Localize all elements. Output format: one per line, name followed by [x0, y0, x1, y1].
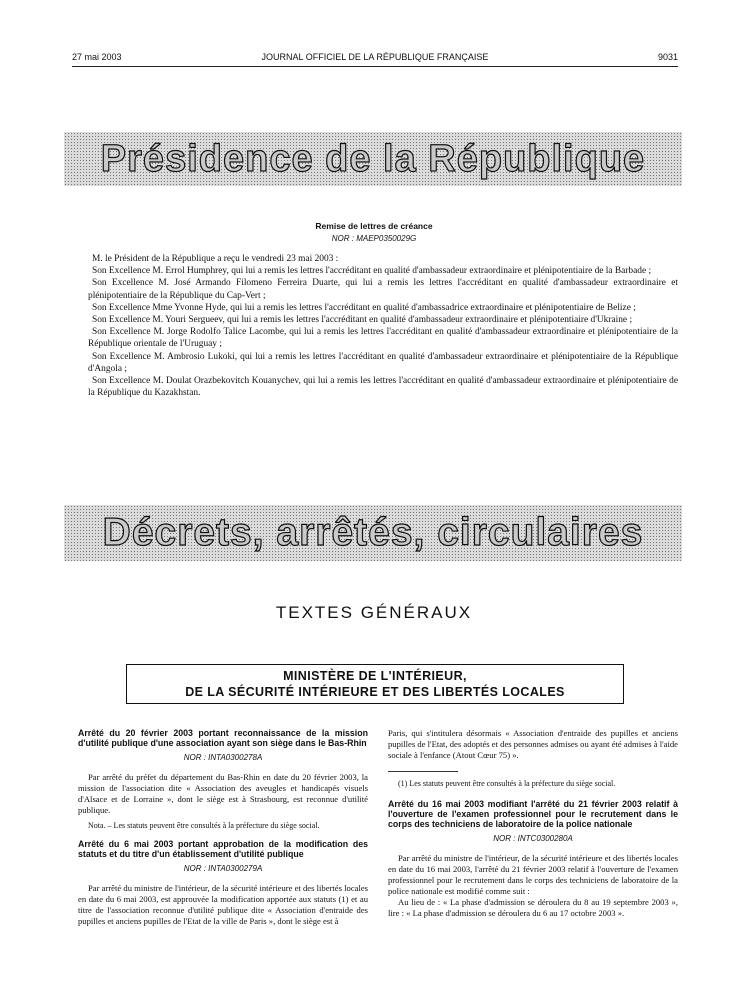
article-continuation: Paris, qui s'intitulera désormais « Association d'entraide des pupilles et anciens pupilles de l'Etat, des adoptés et des personnes admises ou ayant été admises à l'aide sociale à l'enfance (Atout Cœur 75) ».: [388, 728, 678, 760]
article-title: Arrêté du 6 mai 2003 portant approbation de la modification des statuts et du titre d'un établissement d'utilité publique: [78, 839, 368, 859]
right-column: [388, 728, 678, 919]
presidence-banner-text: Présidence de la République: [100, 137, 646, 180]
remise-paragraph: Son Excellence M. Doulat Orazbekovitch Kouanychev, qui lui a remis les lettres l'accréditant en qualité d'ambassadeur extraordinaire et plénipotentiaire de la République du Kazakhstan.: [88, 376, 678, 399]
left-column: [78, 728, 368, 927]
article-body: Par arrêté du ministre de l'intérieur, de la sécurité intérieure et des libertés locales en date du 6 mai 2003, est approuvée la modification apportée aux statuts (1) et au titre de l'association reconnue d'utilité publique dite « Association d'entraide des pupilles et anciens pupilles de l'Etat de la ville de Paris », dont le siège est à: [78, 883, 368, 926]
article-body: Par arrêté du ministre de l'intérieur, de la sécurité intérieure et des libertés locales en date du 16 mai 2003, l'arrêté du 21 février 2003 relatif à l'ouverture de l'examen professionnel pour le recrutement dans le corps des techniciens de laboratoire de la police nationale est modifié comme suit :: [388, 853, 678, 896]
article-nor: NOR : INTA0300279A: [183, 864, 263, 873]
article-title: Arrêté du 16 mai 2003 modifiant l'arrêté du 21 février 2003 relatif à l'ouverture de l'examen professionnel pour le recrutement dans le corps des techniciens de laboratoire de la police nationale: [388, 799, 678, 829]
journal-title: JOURNAL OFFICIEL DE LA RÉPUBLIQUE FRANÇAISE: [261, 52, 489, 62]
remise-paragraph: Son Excellence M. Ambrosio Lukoki, qui lui a remis les lettres l'accréditant en qualité d'ambassadeur extraordinaire et plénipotentiaire de la République d'Angola ;: [88, 351, 678, 374]
footnote: (1) Les statuts peuvent être consultés à la préfecture du siège social.: [398, 779, 616, 788]
footnote-rule: [388, 771, 458, 772]
remise-paragraph: Son Excellence M. Errol Humphrey, qui lui a remis les lettres l'accréditant en qualité d'ambassadeur extraordinaire et plénipotentiaire de la Barbade ;: [92, 266, 652, 277]
ministere-line1: MINISTÈRE DE L'INTÉRIEUR,: [283, 669, 467, 683]
header-rule: [72, 66, 678, 67]
decrets-banner-text: Décrets, arrêtés, circulaires: [102, 511, 644, 554]
presidence-banner: [64, 132, 682, 186]
remise-title: Remise de lettres de créance: [315, 221, 433, 231]
remise-nor: NOR : MAEP0350029G: [331, 234, 417, 243]
article-title: Arrêté du 20 février 2003 portant reconnaissance de la mission d'utilité publique d'une association ayant son siège dans le Bas-Rhin: [78, 728, 368, 748]
article-nor: NOR : INTA0300278A: [183, 753, 263, 762]
ministere-line2: DE LA SÉCURITÉ INTÉRIEURE ET DES LIBERTÉS LOCALES: [185, 685, 565, 699]
remise-body: [88, 253, 678, 399]
page-header: [72, 52, 678, 66]
remise-paragraph: Son Excellence M. Jorge Rodolfo Talice Lacombe, qui lui a remis les lettres l'accréditant en qualité d'ambassadeur extraordinaire et plénipotentiaire de la République orientale de l'Uruguay ;: [88, 327, 678, 350]
page-number: 9031: [657, 52, 678, 62]
article-body: Au lieu de : « La phase d'admission se déroulera du 8 au 19 septembre 2003 », lire : « La phase d'admission se déroulera du 6 au 17 octobre 2003 ».: [388, 897, 678, 918]
remise-paragraph: Son Excellence M. José Armando Filomeno Ferreira Duarte, qui lui a remis les lettres l'accréditant en qualité d'ambassadeur extraordinaire et plénipotentiaire de la République du Cap-Vert ;: [88, 278, 678, 301]
article-body: Par arrêté du préfet du département du Bas-Rhin en date du 20 février 2003, la mission de l'association dite « Association des aveugles et handicapés visuels d'Alsace et de Lorraine », dont le siège est à Strasbourg, est reconnue d'utilité publique.: [78, 772, 368, 815]
remise-paragraph: M. le Président de la République a reçu le vendredi 23 mai 2003 :: [92, 254, 339, 264]
header-date: 27 mai 2003: [72, 52, 122, 62]
article-nor: NOR : INTC0300280A: [493, 834, 573, 843]
remise-paragraph: Son Excellence Mme Yvonne Hyde, qui lui a remis les lettres l'accréditant en qualité d'ambassadrice extraordinaire et plénipotentiaire de Belize ;: [92, 302, 636, 313]
remise-paragraph: Son Excellence M. Youri Sergueev, qui lui a remis les lettres l'accréditant en qualité d'ambassadeur extraordinaire et plénipotentiaire d'Ukraine ;: [92, 315, 633, 326]
decrets-banner: [64, 505, 682, 561]
textes-generaux-heading: TEXTES GÉNÉRAUX: [275, 603, 473, 622]
ministere-box: [126, 664, 624, 704]
article-note: Nota. – Les statuts peuvent être consultés à la préfecture du siège social.: [88, 821, 320, 830]
